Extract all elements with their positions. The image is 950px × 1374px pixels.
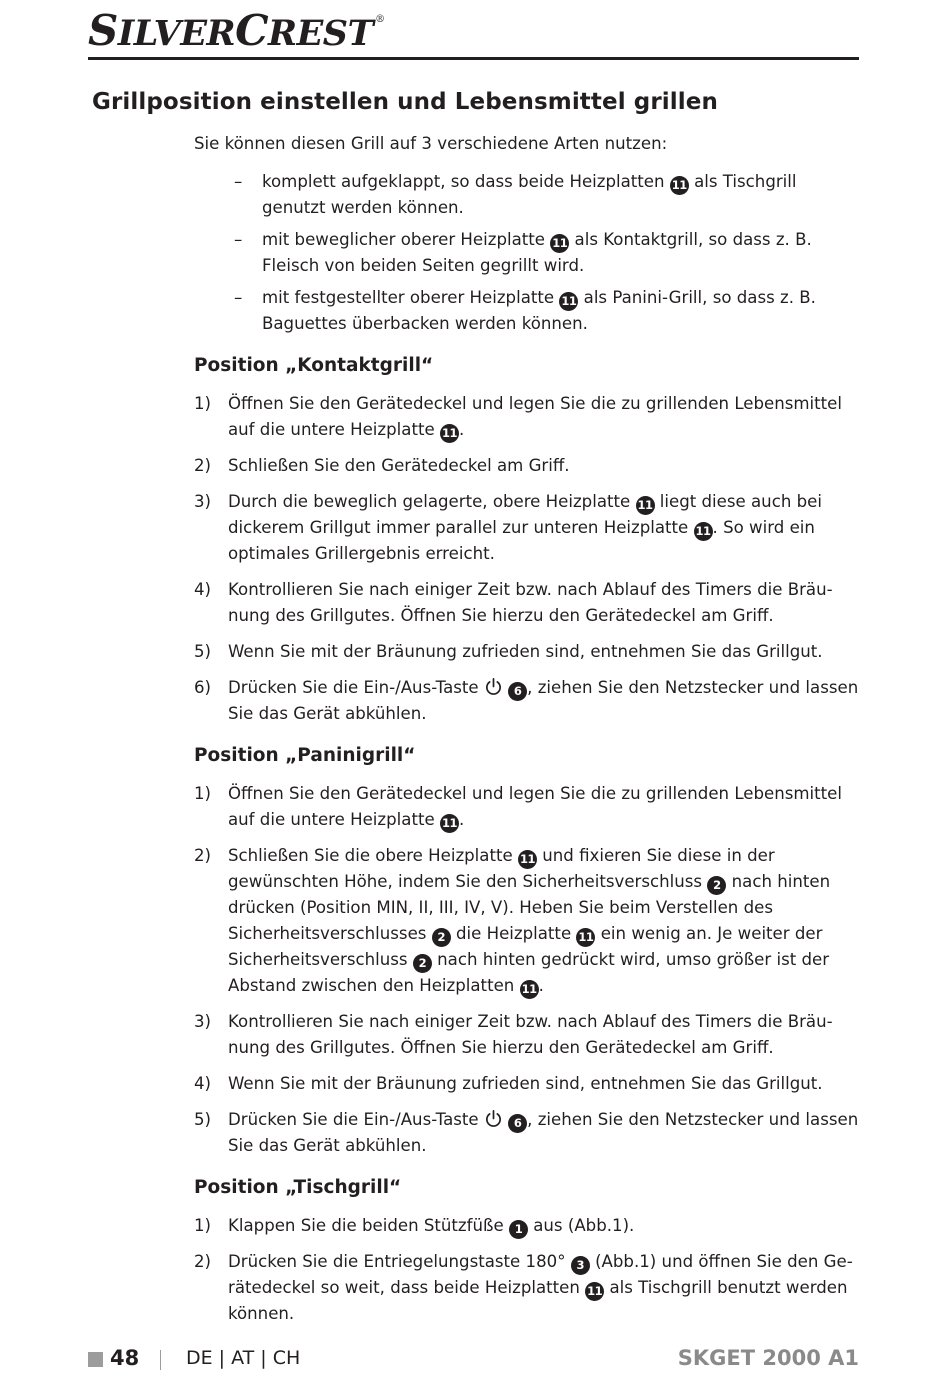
ref-number-icon: 11 xyxy=(636,496,655,515)
section-title-paninigrill: Position „Paninigrill“ xyxy=(194,745,416,766)
ref-number-icon: 11 xyxy=(585,1282,604,1301)
list-item: – komplett aufgeklappt, so dass beide Heizplatten 11 als Tischgrill genutzt werden können. xyxy=(234,172,797,217)
tischgrill-steps xyxy=(194,1213,862,1327)
ref-number-icon: 11 xyxy=(670,176,689,195)
list-item: 4) Kontrollieren Sie nach einiger Zeit bzw. nach Ablauf des Timers die Bräu-nung des Grillgutes. Öffnen Sie hierzu den Gerätedeckel am Griff. xyxy=(194,580,833,625)
list-item: – mit beweglicher oberer Heizplatte 11 als Kontaktgrill, so dass z. B. Fleisch von beiden Seiten gegrillt wird. xyxy=(234,230,812,275)
ref-number-icon: 2 xyxy=(432,928,451,947)
list-item: 2) Schließen Sie den Gerätedeckel am Griff. xyxy=(194,456,570,475)
section-title-tischgrill: Position „Tischgrill“ xyxy=(194,1177,402,1198)
ref-number-icon: 11 xyxy=(520,980,539,999)
ref-number-icon: 2 xyxy=(413,954,432,973)
ref-number-icon: 11 xyxy=(694,522,713,541)
list-item: 3) Kontrollieren Sie nach einiger Zeit bzw. nach Ablauf des Timers die Bräu-nung des Grillgutes. Öffnen Sie hierzu den Gerätedeckel am Griff. xyxy=(194,1012,833,1057)
ref-number-icon: 3 xyxy=(571,1256,590,1275)
list-item: 4) Wenn Sie mit der Bräunung zufrieden sind, entnehmen Sie das Grillgut. xyxy=(194,1074,823,1093)
main-content xyxy=(194,131,862,1337)
page-number: 48 xyxy=(110,1346,140,1370)
list-item: 5) Drücken Sie die Ein-/Aus-Taste 6 , ziehen Sie den Netzstecker und lassen Sie das Gerät abkühlen. xyxy=(194,1110,859,1155)
ref-number-icon: 11 xyxy=(518,850,537,869)
header-rule xyxy=(88,57,859,60)
list-item: 6) Drücken Sie die Ein-/Aus-Taste 6 , ziehen Sie den Netzstecker und lassen Sie das Gerät abkühlen. xyxy=(194,678,859,723)
paninigrill-steps xyxy=(194,781,862,1159)
ref-number-icon: 6 xyxy=(508,682,527,701)
usage-list xyxy=(194,169,862,337)
footer-divider xyxy=(160,1350,161,1370)
language-codes: DE | AT | CH xyxy=(186,1347,301,1369)
ref-number-icon: 2 xyxy=(707,876,726,895)
list-item: 1) Klappen Sie die beiden Stützfüße 1 aus (Abb.1). xyxy=(194,1213,862,1239)
page-footer xyxy=(88,1344,859,1374)
section-title-kontaktgrill: Position „Kontaktgrill“ xyxy=(194,355,434,376)
power-icon xyxy=(484,677,503,696)
list-item: 5) Wenn Sie mit der Bräunung zufrieden sind, entnehmen Sie das Grillgut. xyxy=(194,642,823,661)
silvercrest-logo: SILVERCREST ® xyxy=(88,6,385,55)
ref-number-icon: 11 xyxy=(440,424,459,443)
list-item: 2) Drücken Sie die Entriegelungstaste 180° 3 (Abb.1) und öffnen Sie den Ge-rätedeckel so weit, dass beide Heizplatten 11 als Tischgrill benutzt werden können. xyxy=(194,1252,853,1323)
ref-number-icon: 11 xyxy=(440,814,459,833)
ref-number-icon: 1 xyxy=(509,1220,528,1239)
page-marker-icon xyxy=(88,1352,103,1367)
model-number: SKGET 2000 A1 xyxy=(677,1346,859,1370)
list-item: 2) Schließen Sie die obere Heizplatte 11 und fixieren Sie diese in der gewünschten Höhe, indem Sie den Sicherheitsverschluss 2 nach hinten drücken (Position MIN, II, III, IV, V). Heben Sie beim Verstellen des Sicherheitsverschlusses 2 die Heizplatte 11 ein wenig an. Je weiter der Sicherheitsverschluss 2 nach hinten gedrückt wird, umso größer ist der Abstand zwischen den Heizplatten 11 . xyxy=(194,843,862,999)
list-item: – mit festgestellter oberer Heizplatte 11 als Panini-Grill, so dass z. B. Baguettes überbacken werden können. xyxy=(234,288,816,333)
ref-number-icon: 6 xyxy=(508,1114,527,1133)
list-item: 3) Durch die beweglich gelagerte, obere Heizplatte 11 liegt diese auch bei dickerem Grillgut immer parallel zur unteren Heizplatte 11 . So wird ein optimales Grillergebnis erreicht. xyxy=(194,492,822,563)
page-heading: Grillposition einstellen und Lebensmittel grillen xyxy=(92,89,718,115)
ref-number-icon: 11 xyxy=(576,928,595,947)
list-item: 1) Öffnen Sie den Gerätedeckel und legen Sie die zu grillenden Lebensmittel auf die untere Heizplatte 11 . xyxy=(194,781,862,833)
kontaktgrill-steps xyxy=(194,391,862,727)
intro-text: Sie können diesen Grill auf 3 verschiedene Arten nutzen: xyxy=(194,134,668,153)
list-item: 1) Öffnen Sie den Gerätedeckel und legen Sie die zu grillenden Lebensmittel auf die untere Heizplatte 11 . xyxy=(194,391,862,443)
ref-number-icon: 11 xyxy=(550,234,569,253)
power-icon xyxy=(484,1109,503,1128)
ref-number-icon: 11 xyxy=(559,292,578,311)
